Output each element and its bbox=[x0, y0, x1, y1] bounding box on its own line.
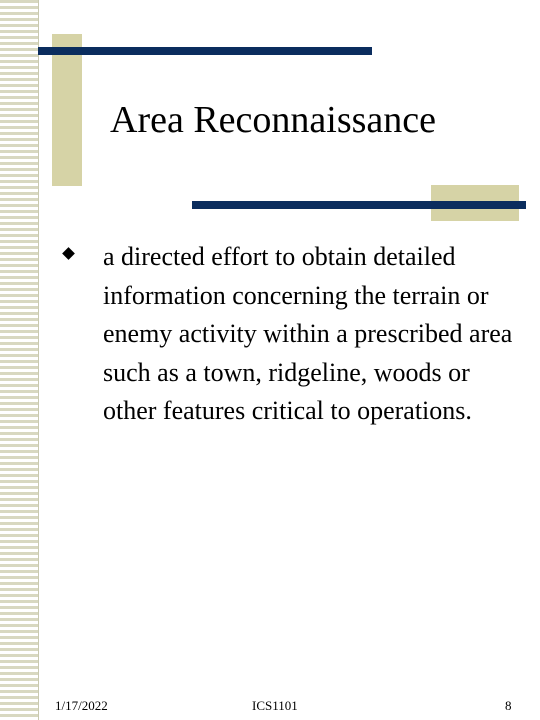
footer-date: 1/17/2022 bbox=[55, 698, 108, 713]
footer-course: ICS1101 bbox=[252, 698, 298, 713]
decorative-stripe-border bbox=[0, 0, 39, 720]
decorative-khaki-block-top bbox=[52, 34, 82, 186]
bullet-text: a directed effort to obtain detailed information concerning the terrain or enemy activity within a prescribed area such as a town, ridgeline, woods or other features critical to operations. bbox=[103, 242, 513, 425]
decorative-navy-bar-top bbox=[38, 47, 372, 55]
diamond-bullet-icon bbox=[62, 247, 75, 260]
footer-page-number: 8 bbox=[505, 698, 512, 713]
slide-title: Area Reconnaissance bbox=[110, 99, 437, 141]
decorative-navy-bar-right bbox=[192, 201, 526, 209]
